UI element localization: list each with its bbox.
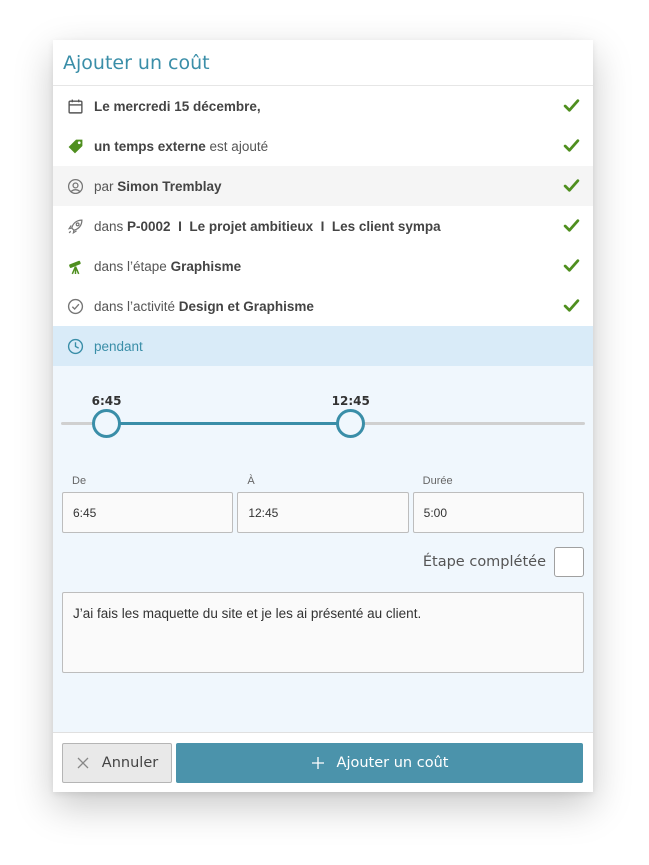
row-duration-text: pendant: [94, 338, 143, 354]
step-completed-checkbox[interactable]: [554, 547, 584, 577]
time-fields: [62, 475, 584, 533]
row-project[interactable]: [53, 206, 593, 246]
check-icon: [563, 97, 581, 115]
slider-range-fill: [107, 422, 351, 425]
duration-label: Durée: [422, 475, 453, 487]
cancel-button-label: Annuler: [101, 754, 159, 771]
row-type[interactable]: [53, 126, 593, 166]
to-field: [237, 475, 408, 533]
dialog-title: Ajouter un coût: [53, 40, 593, 86]
check-icon: [563, 177, 581, 195]
slider-end-handle[interactable]: [336, 409, 365, 438]
to-input[interactable]: 12:45: [237, 492, 408, 533]
rocket-icon: [66, 217, 84, 235]
row-step-text: dans l’étape Graphisme: [94, 258, 242, 274]
dialog-footer: [53, 732, 593, 792]
calendar-icon: [66, 97, 84, 115]
row-user-text: par Simon Tremblay: [94, 178, 222, 194]
row-activity-text: dans l’activité Design et Graphisme: [94, 298, 314, 314]
slider-end-label: 12:45: [331, 394, 370, 408]
check-icon: [563, 137, 581, 155]
row-type-text: un temps externe est ajouté: [94, 138, 269, 154]
cancel-button[interactable]: [62, 743, 172, 783]
slider-start-label: 6:45: [91, 394, 122, 408]
to-label: À: [247, 475, 255, 487]
row-duration[interactable]: [53, 326, 593, 366]
check-icon: [563, 257, 581, 275]
add-cost-button-label: Ajouter un coût: [336, 754, 449, 771]
plus-icon: [311, 756, 325, 770]
tag-icon: [66, 137, 84, 155]
duration-field: [413, 475, 584, 533]
duration-input[interactable]: 5:00: [413, 492, 584, 533]
user-icon: [66, 177, 84, 195]
slider-start-handle[interactable]: [92, 409, 121, 438]
row-date-text: Le mercredi 15 décembre,: [94, 98, 261, 114]
check-icon: [563, 217, 581, 235]
row-project-text: dans P-0002 I Le projet ambitieux I Les client sympa: [94, 218, 441, 234]
row-date[interactable]: [53, 86, 593, 126]
row-activity[interactable]: [53, 286, 593, 326]
step-completed-label: Étape complétée: [422, 554, 546, 570]
telescope-icon: [66, 257, 84, 275]
check-circle-icon: [66, 297, 84, 315]
row-step[interactable]: [53, 246, 593, 286]
from-field: [62, 475, 233, 533]
close-icon: [76, 756, 90, 770]
clock-icon: [66, 337, 84, 355]
from-input[interactable]: 6:45: [62, 492, 233, 533]
time-panel: [53, 366, 593, 732]
add-cost-dialog: [53, 40, 593, 792]
note-textarea[interactable]: J’ai fais les maquette du site et je les ai présenté au client.: [62, 592, 584, 673]
from-label: De: [72, 475, 87, 487]
step-completed: [423, 547, 584, 577]
add-cost-button[interactable]: [176, 743, 583, 783]
time-range-slider[interactable]: [61, 388, 585, 438]
check-icon: [563, 297, 581, 315]
row-user[interactable]: [53, 166, 593, 206]
